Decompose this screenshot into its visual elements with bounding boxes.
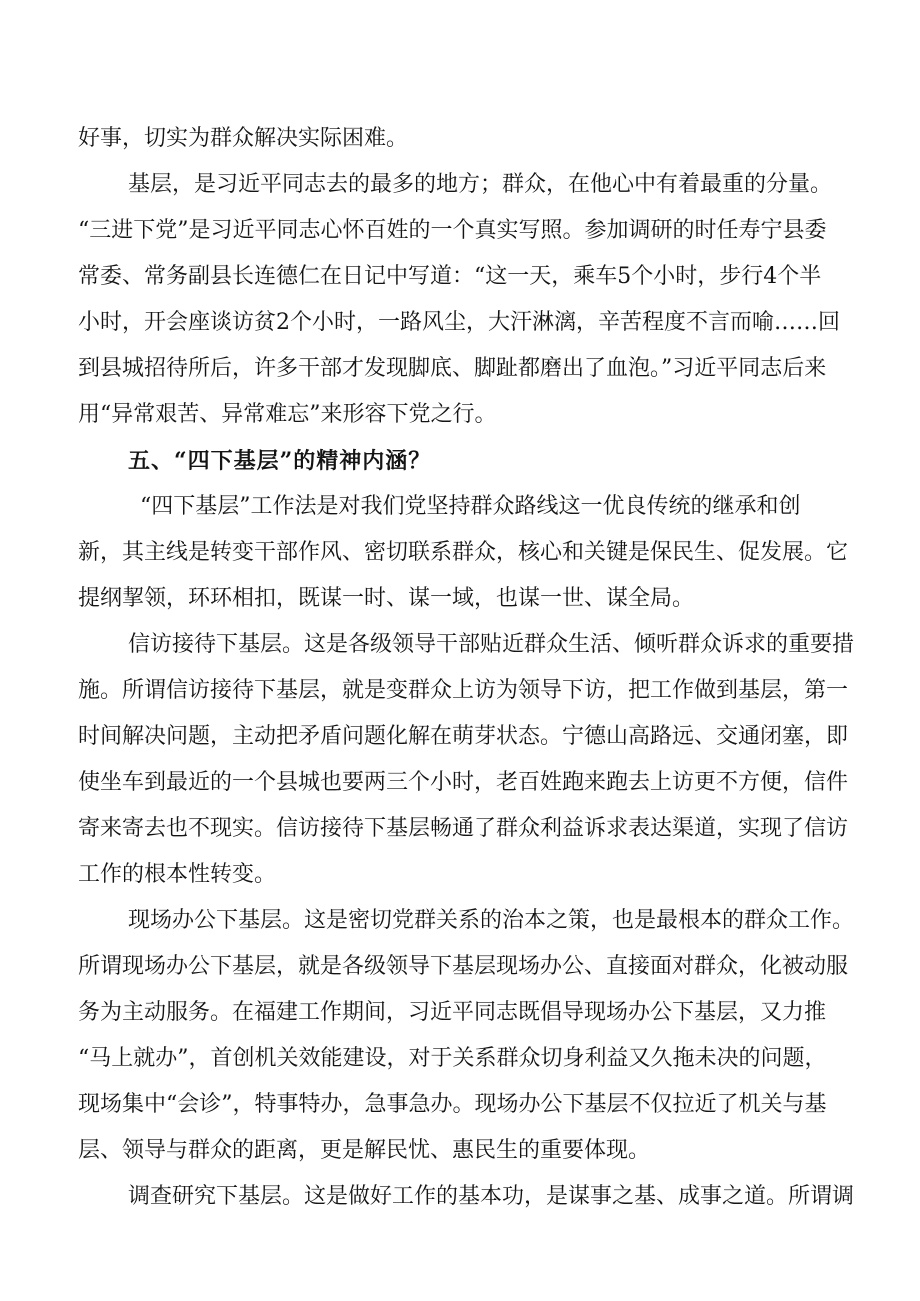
section-heading: 五、“四下基层”的精神内涵？: [128, 448, 432, 474]
text-line: 使坐车到最近的一个县城也要两三个小时，老百姓跑来跑去上访更不方便，信件: [78, 770, 849, 795]
text-line: 到县城招待所后，许多干部才发现脚底、脚趾都磨出了血泡。”习近平同志后来: [78, 356, 827, 381]
text-line: 调查研究下基层。这是做好工作的基本功，是谋事之基、成事之道。所谓调: [128, 1184, 855, 1209]
text-line: “马上就办”，首创机关效能建设，对于关系群众切身利益又久拖未决的问题，: [78, 1046, 827, 1071]
text-line: “三进下党”是习近平同志心怀百姓的一个真实写照。参加调研的时任寿宁县委: [78, 218, 827, 243]
text-line: 现场集中“会诊”，特事特办，急事急办。现场办公下基层不仅拉近了机关与基: [78, 1092, 827, 1117]
text-line: 基层，是习近平同志去的最多的地方；群众，在他心中有着最重的分量。: [128, 172, 833, 197]
text-line: 现场办公下基层。这是密切党群关系的治本之策，也是最根本的群众工作。: [128, 908, 855, 933]
text-line: “四下基层”工作法是对我们党坚持群众路线这一优良传统的继承和创: [140, 494, 801, 519]
text-line: 信访接待下基层。这是各级领导干部贴近群众生活、倾听群众诉求的重要措: [128, 632, 855, 657]
text-line: 工作的根本性转变。: [78, 862, 277, 887]
text-line: 小时，开会座谈访贫2个小时，一路风尘，大汗淋漓，辛苦程度不言而喻……回: [78, 310, 840, 335]
text-line: 提纲挈领，环环相扣，既谋一时、谋一域，也谋一世、谋全局。: [78, 586, 695, 611]
text-line: 常委、常务副县长连德仁在日记中写道：“这一天，乘车5个小时，步行4个半: [78, 264, 822, 289]
text-line: 层、领导与群众的距离，更是解民忧、惠民生的重要体现。: [78, 1138, 651, 1163]
text-line: 新，其主线是转变干部作风、密切联系群众，核心和关键是保民生、促发展。它: [78, 540, 849, 565]
text-line: 时间解决问题，主动把矛盾问题化解在萌芽状态。宁德山高路远、交通闭塞，即: [78, 724, 849, 749]
text-line: 所谓现场办公下基层，就是各级领导下基层现场办公、直接面对群众，化被动服: [78, 954, 849, 979]
text-line: 用“异常艰苦、异常难忘”来形容下党之行。: [78, 402, 497, 427]
text-line: 好事，切实为群众解决实际困难。: [78, 126, 409, 151]
text-line: 寄来寄去也不现实。信访接待下基层畅通了群众利益诉求表达渠道，实现了信访: [78, 816, 849, 841]
text-line: 务为主动服务。在福建工作期间，习近平同志既倡导现场办公下基层，又力推: [78, 1000, 827, 1025]
text-line: 施。所谓信访接待下基层，就是变群众上访为领导下访，把工作做到基层，第一: [78, 678, 849, 703]
